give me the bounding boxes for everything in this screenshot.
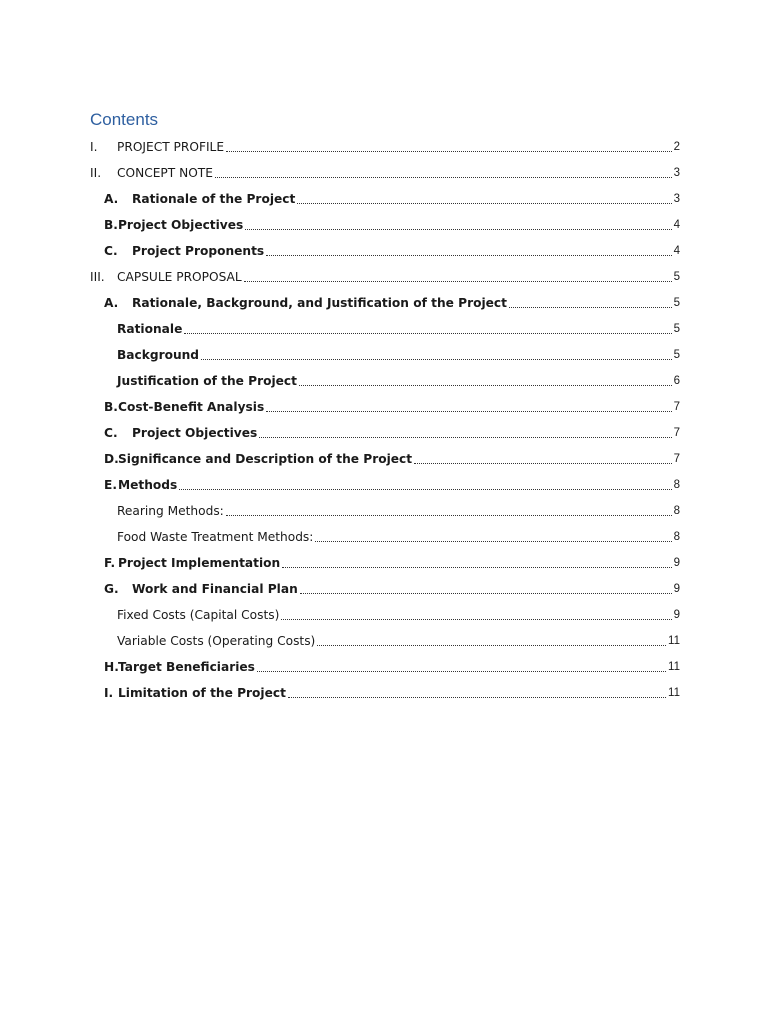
toc-entry-number: A. — [104, 296, 119, 310]
toc-entry-page: 11 — [668, 687, 680, 699]
toc-entry[interactable] — [90, 498, 680, 524]
dot-leader — [215, 176, 672, 178]
toc-entry-title: Significance and Description of the Project — [118, 452, 413, 466]
toc-entry-title: Rationale, Background, and Justification of the Project — [132, 296, 507, 310]
toc-entry[interactable] — [90, 212, 680, 238]
toc-entry-title: CAPSULE PROPOSAL — [117, 270, 242, 284]
toc-entry-title: Rationale — [117, 322, 183, 336]
toc-entry-page: 5 — [673, 323, 680, 335]
toc-entry-number: I. — [104, 686, 114, 700]
toc-entry-page: 11 — [668, 635, 680, 647]
toc-entry[interactable] — [90, 186, 680, 212]
toc-entry-title: Justification of the Project — [117, 374, 297, 388]
toc-entry-page: 9 — [673, 583, 680, 595]
toc-entry-page: 7 — [673, 453, 680, 465]
toc-entry[interactable] — [90, 316, 680, 342]
toc-entry[interactable] — [90, 160, 680, 186]
toc-entry[interactable] — [90, 680, 680, 706]
toc-entry-number: III. — [90, 270, 105, 284]
toc-entry-title: Work and Financial Plan — [132, 582, 298, 596]
toc-entry-number: II. — [90, 166, 102, 180]
toc-entry[interactable] — [90, 290, 680, 316]
dot-leader — [281, 618, 671, 620]
toc-entry-page: 7 — [673, 427, 680, 439]
dot-leader — [282, 566, 671, 568]
toc-entry-title: Variable Costs (Operating Costs) — [117, 634, 316, 648]
toc-entry[interactable] — [90, 446, 680, 472]
toc-entry[interactable] — [90, 368, 680, 394]
toc-entry-title: Cost-Benefit Analysis — [118, 400, 265, 414]
toc-entry[interactable] — [90, 394, 680, 420]
toc-entry-number: B. — [104, 400, 118, 414]
toc-entry-page: 5 — [673, 271, 680, 283]
dot-leader — [244, 280, 672, 282]
toc-entry[interactable] — [90, 238, 680, 264]
dot-leader — [179, 488, 671, 490]
toc-entry[interactable] — [90, 134, 680, 160]
toc-entry-page: 4 — [673, 245, 680, 257]
toc-entry-title: Project Objectives — [132, 426, 258, 440]
dot-leader — [266, 254, 671, 256]
dot-leader — [245, 228, 671, 230]
toc-entry-title: Limitation of the Project — [118, 686, 286, 700]
toc-entry-page: 9 — [673, 609, 680, 621]
toc-entry-title: Target Beneficiaries — [118, 660, 255, 674]
toc-entry-title: Rationale of the Project — [132, 192, 296, 206]
toc-entry-title: Project Implementation — [118, 556, 281, 570]
toc-entry-title: Project Proponents — [132, 244, 265, 258]
toc-entry-page: 8 — [673, 505, 680, 517]
toc-entry-title: Food Waste Treatment Methods: — [117, 530, 314, 544]
toc-entry-number: E. — [104, 478, 117, 492]
dot-leader — [201, 358, 672, 360]
toc-entry-title: PROJECT PROFILE — [117, 140, 225, 154]
dot-leader — [226, 150, 672, 152]
toc-entry[interactable] — [90, 342, 680, 368]
toc-heading: Contents — [90, 110, 159, 129]
toc-entry-title: Project Objectives — [118, 218, 244, 232]
toc-entry[interactable] — [90, 550, 680, 576]
toc-entry[interactable] — [90, 602, 680, 628]
toc-entry[interactable] — [90, 628, 680, 654]
toc-entry-title: Background — [117, 348, 200, 362]
toc-entry-page: 4 — [673, 219, 680, 231]
dot-leader — [414, 462, 671, 464]
toc-entry-number: F. — [104, 556, 116, 570]
toc-entry[interactable] — [90, 472, 680, 498]
toc-entry-page: 5 — [673, 297, 680, 309]
dot-leader — [288, 696, 666, 698]
toc-entry-number: B. — [104, 218, 118, 232]
toc-entry-title: Fixed Costs (Capital Costs) — [117, 608, 280, 622]
toc-entry-page: 7 — [673, 401, 680, 413]
dot-leader — [300, 592, 672, 594]
toc-entry[interactable] — [90, 654, 680, 680]
toc-entry-number: C. — [104, 426, 118, 440]
toc-entry-page: 11 — [668, 661, 680, 673]
dot-leader — [509, 306, 672, 308]
toc-entry-number: D. — [104, 452, 119, 466]
toc-entry[interactable] — [90, 264, 680, 290]
toc-entry-page: 2 — [673, 141, 680, 153]
toc-entry-page: 8 — [673, 479, 680, 491]
dot-leader — [315, 540, 671, 542]
toc-entry-number: C. — [104, 244, 118, 258]
toc-entry-number: H. — [104, 660, 119, 674]
toc-entry-page: 9 — [673, 557, 680, 569]
toc-entry-number: A. — [104, 192, 119, 206]
dot-leader — [266, 410, 671, 412]
toc-entry-page: 8 — [673, 531, 680, 543]
toc-entry[interactable] — [90, 576, 680, 602]
toc-entry-page: 3 — [673, 167, 680, 179]
dot-leader — [259, 436, 671, 438]
toc-entry[interactable] — [90, 420, 680, 446]
toc-entry-title: CONCEPT NOTE — [117, 166, 213, 180]
dot-leader — [297, 202, 671, 204]
dot-leader — [299, 384, 672, 386]
toc-entry-page: 6 — [673, 375, 680, 387]
table-of-contents — [90, 134, 680, 706]
toc-entry-title: Rearing Methods: — [117, 504, 224, 518]
toc-entry-number: G. — [104, 582, 119, 596]
dot-leader — [317, 644, 666, 646]
toc-entry-number: I. — [90, 140, 98, 154]
toc-entry-page: 5 — [673, 349, 680, 361]
toc-entry-page: 3 — [673, 193, 680, 205]
dot-leader — [257, 670, 666, 672]
dot-leader — [184, 332, 671, 334]
toc-entry[interactable] — [90, 524, 680, 550]
toc-entry-title: Methods — [118, 478, 178, 492]
dot-leader — [226, 514, 672, 516]
